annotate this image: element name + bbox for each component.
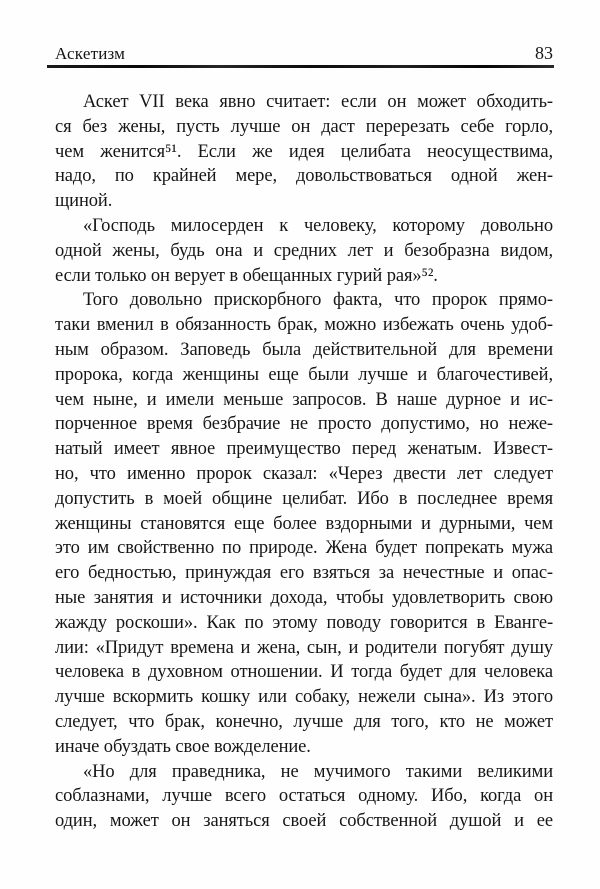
text-line: жажду роскоши». Как по этому поводу говорится в Еванге- (55, 612, 553, 633)
text-line: одной жены, будь она и средних лет и безобразна видом, (55, 240, 553, 261)
text-line: таки вменил в обязанность брак, можно избежать очень удоб- (55, 315, 553, 336)
text-line: женщины становятся еще более вздорными и дурными, чем (55, 513, 553, 534)
page-body (55, 90, 553, 834)
text-line: пророка, когда женщины еще были лучше и благочестивей, (55, 364, 553, 385)
header-rule (47, 65, 554, 68)
text-line: ным образом. Заповедь была действительной для времени (55, 339, 553, 360)
text-line: «Господь милосерден к человеку, которому довольно (83, 215, 553, 236)
text-line: «Но для праведника, не мучимого такими великими (83, 761, 553, 782)
text-line: ные занятия и источники дохода, чтобы удовлетворить свою (55, 587, 553, 608)
text-line: порченное время безбрачие не просто допустимо, но неже- (55, 414, 553, 435)
chapter-title: Аскетизм (55, 44, 126, 63)
text-line: Того довольно прискорбного факта, что пророк прямо- (83, 290, 553, 311)
paragraph (55, 760, 553, 834)
text-line: это им свойственно по природе. Жена будет попрекать мужа (55, 538, 553, 559)
text-line: его бедностью, принуждая его взяться за нечестные и опас- (55, 563, 553, 584)
text-line: допустить в моей общине целибат. Ибо в последнее время (55, 488, 553, 509)
text-line: лучше вскормить кошку или собаку, нежели сына». Из этого (55, 687, 553, 708)
text-line: щиной. (55, 191, 113, 212)
page-content (55, 0, 553, 889)
text-line: один, может он заняться своей собственной душой и ее (55, 811, 553, 832)
text-line: чем ныне, и имели меньше запросов. В наше дурное и ис- (55, 389, 553, 410)
text-line: лии: «Придут времена и жена, сын, и родители погубят душу (55, 637, 553, 658)
paragraph (55, 214, 553, 288)
text-line: ся без жены, пусть лучше он даст перерезать себе горло, (55, 116, 553, 137)
text-line: человека в духовном отношении. И тогда будет для человека (55, 662, 553, 683)
text-line: Аскет VII века явно считает: если он может обходить- (83, 92, 553, 112)
text-line: если только он верует в обещанных гурий рая»⁵². (55, 265, 438, 286)
paragraph (55, 90, 553, 214)
running-head (55, 43, 553, 65)
text-line: надо, по крайней мере, довольствоваться одной жен- (55, 166, 553, 187)
text-line: но, что именно пророк сказал: «Через двести лет следует (55, 463, 553, 484)
text-line: соблазнами, лучше всего остаться одному. Ибо, когда он (55, 786, 553, 807)
text-line: натый имеет явное преимущество перед женатым. Извест- (55, 439, 553, 460)
text-line: следует, что брак, конечно, лучше для того, кто не может (55, 711, 553, 732)
page-number: 83 (535, 43, 553, 63)
paragraph (55, 288, 553, 759)
text-line: чем женится⁵¹. Если же идея целибата неосуществима, (55, 141, 553, 162)
text-line: иначе обуздать свое вожделение. (55, 736, 311, 757)
